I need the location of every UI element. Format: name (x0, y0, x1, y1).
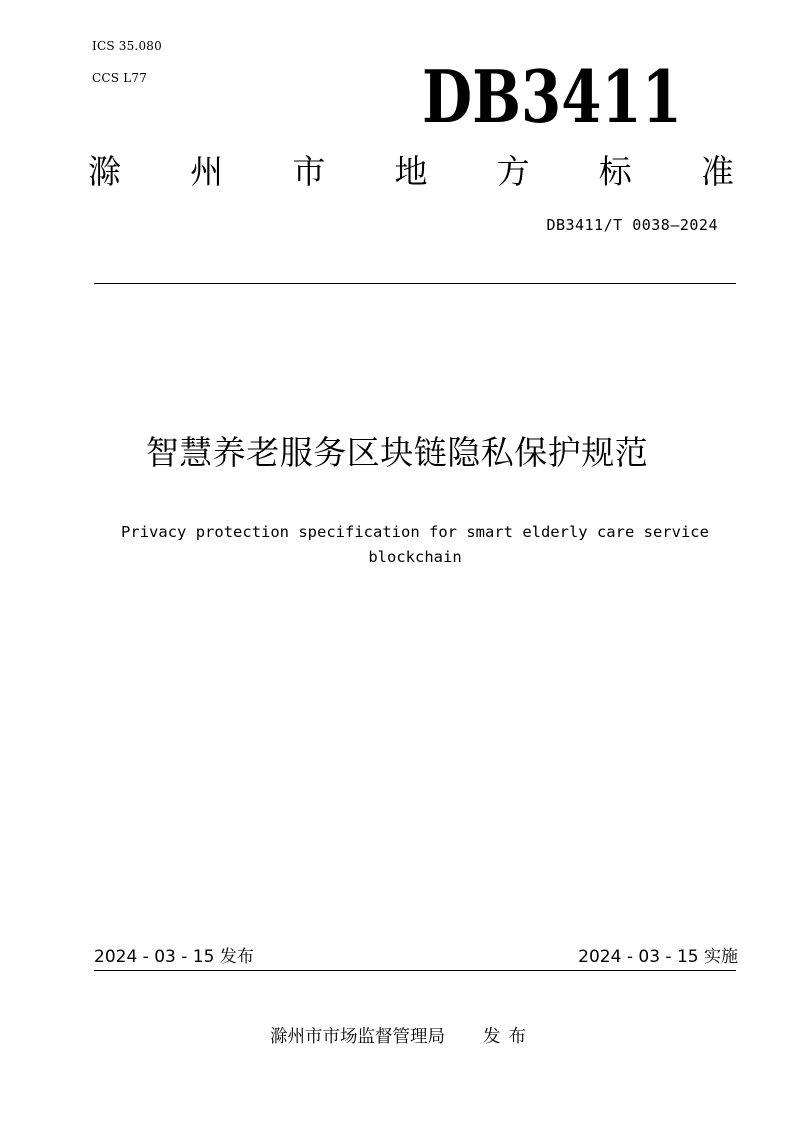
publisher-name: 滁州市市场监督管理局 (270, 1027, 445, 1047)
title-char: 市 (292, 152, 326, 191)
title-char: 准 (700, 152, 734, 191)
publisher-line (270, 1025, 534, 1049)
title-char: 标 (598, 152, 632, 191)
db-logo-text: DB3411 (422, 54, 682, 139)
title-char: 滁 (88, 152, 121, 191)
local-standard-title (88, 147, 734, 197)
title-char: 地 (394, 152, 428, 191)
ics-code: ICS 35.080 (92, 39, 162, 53)
top-divider (94, 283, 736, 284)
bottom-divider (94, 970, 736, 971)
ccs-code: CCS L77 (92, 71, 148, 85)
issue-date: 2024 - 03 - 15 发布 (94, 947, 254, 967)
document-title-cn: 智慧养老服务区块链隐私保护规范 (145, 433, 649, 472)
document-title-en: Privacy protection specification for smart elderly care service blockchain (121, 523, 709, 566)
db-standard-logo (422, 54, 686, 142)
implement-date: 2024 - 03 - 15 实施 (578, 947, 738, 967)
publish-label: 发布 (483, 1027, 534, 1047)
title-char: 方 (496, 152, 530, 191)
standard-number: DB3411/T 0038—2024 (546, 216, 718, 234)
title-char: 州 (190, 152, 224, 191)
